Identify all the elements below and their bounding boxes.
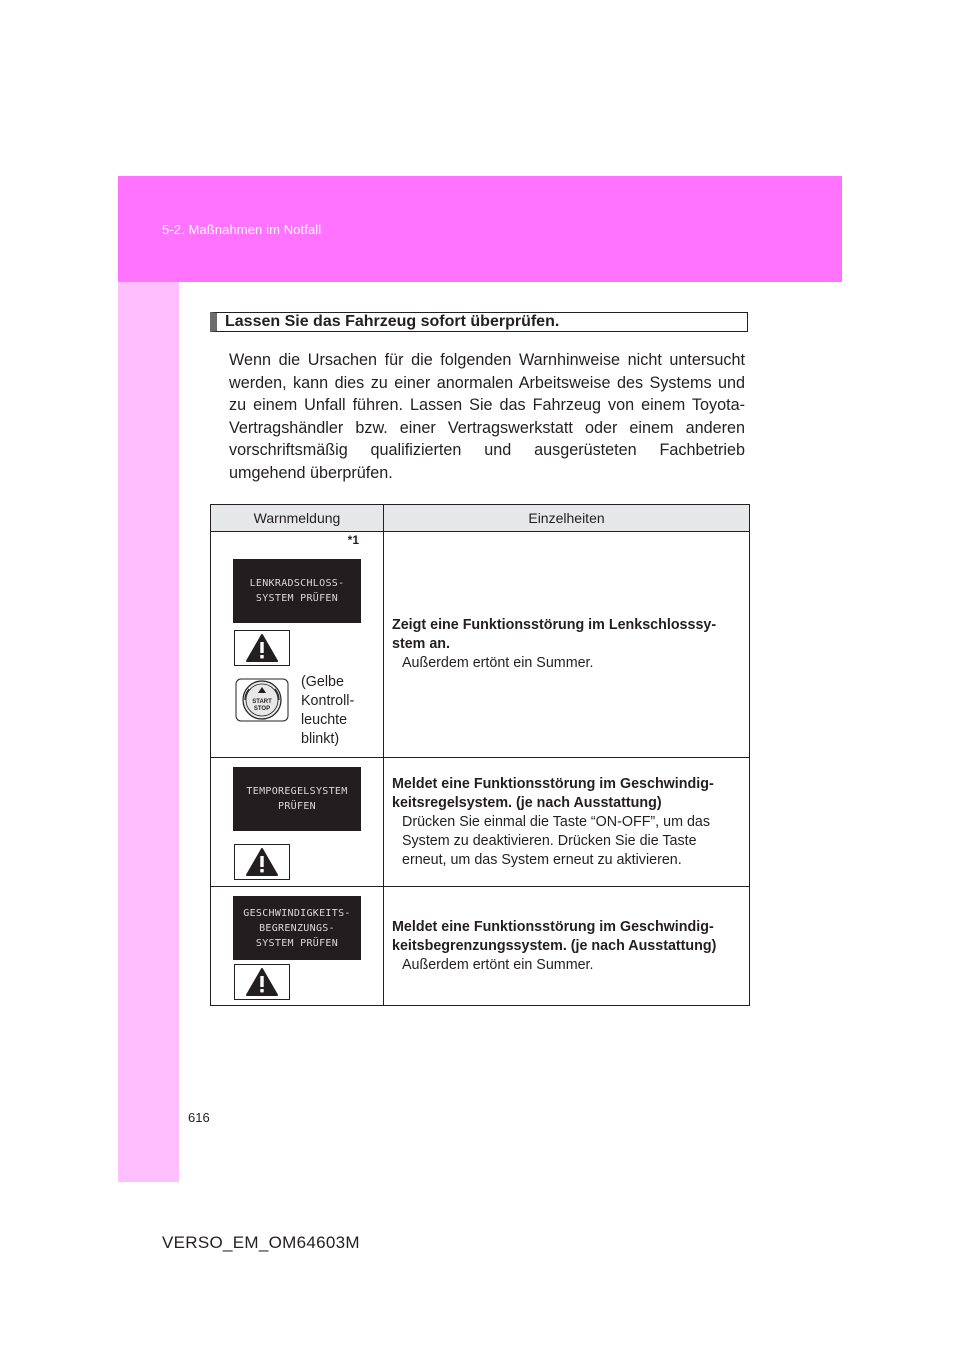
display-line: PRÜFEN [278, 801, 316, 812]
details-title: Meldet eine Funktionsstörung im Geschwindigkeitsregelsystem. (je nach Ausstattung) [392, 775, 714, 811]
indicator-note [301, 673, 354, 749]
chapter-side-band [118, 282, 179, 1182]
column-header-einzelheiten: Einzelheiten [384, 505, 750, 532]
table-row [211, 758, 750, 887]
details-title: Zeigt eine Funktionsstörung im Lenkschlosssystem an. [392, 617, 717, 652]
details-cell [384, 758, 750, 887]
warning-message-cell [211, 887, 384, 1006]
display-line: SYSTEM PRÜFEN [255, 593, 339, 604]
details-text: Außerdem ertönt ein Summer. [402, 956, 594, 973]
table-row [211, 887, 750, 1006]
footnote-marker: *1 [347, 533, 359, 547]
page-number: 616 [188, 1110, 210, 1125]
column-header-warnmeldung: Warnmeldung [211, 505, 384, 532]
details-text: Drücken Sie einmal die Taste “ON-OFF”, um das System zu deaktivieren. Drücken Sie die Taste erneut, um das System erneut zu aktivieren. [402, 813, 711, 868]
details-cell [384, 887, 750, 1006]
display-line: LENKRADSCHLOSS- [249, 578, 345, 589]
indicator-note-line: leuchte [301, 712, 348, 728]
details-cell [384, 532, 750, 758]
warning-triangle-icon [234, 964, 290, 1000]
display-message [233, 896, 361, 960]
document-code: VERSO_EM_OM64603M [162, 1233, 360, 1252]
indicator-note-line: (Gelbe [301, 674, 344, 690]
table-row [211, 532, 750, 758]
stop-label: STOP [253, 706, 271, 712]
details-text: Außerdem ertönt ein Summer. [402, 655, 594, 671]
indicator-note-line: blinkt) [301, 731, 340, 747]
breadcrumb: 5-2. Maßnahmen im Notfall [162, 222, 322, 237]
warning-message-cell [211, 532, 384, 758]
display-line: TEMPOREGELSYSTEM [246, 786, 348, 797]
display-message [233, 559, 361, 623]
table-header-row [211, 505, 750, 532]
start-stop-button-icon [235, 678, 289, 722]
warning-triangle-icon [234, 630, 290, 666]
indicator-note-line: Kontroll- [301, 693, 355, 709]
display-line: GESCHWINDIGKEITS- [243, 907, 351, 919]
intro-paragraph: Wenn die Ursachen für die folgenden Warnhinweise nicht untersucht werden, kann dies zu einer anormalen Arbeitsweise des Systems und zu einem Unfall führen. Lassen Sie das Fahrzeug von einem Toyota-Vertragshändler bzw. einer Vertragswerkstatt oder einem anderen vorschriftsmäßig qualifizierten und ausgerüsteten Fachbetrieb umgehend überprüfen. [229, 351, 745, 482]
warning-message-cell [211, 758, 384, 887]
display-message [233, 767, 361, 831]
warning-table [210, 504, 750, 1006]
display-line: BEGRENZUNGS- [259, 922, 335, 934]
section-heading: Lassen Sie das Fahrzeug sofort überprüfen. [210, 312, 748, 332]
warning-triangle-icon [234, 844, 290, 880]
details-title: Meldet eine Funktionsstörung im Geschwindigkeitsbegrenzungssystem. (je nach Ausstattung) [392, 918, 717, 954]
display-line: SYSTEM PRÜFEN [255, 937, 339, 949]
start-label: START [252, 699, 272, 705]
